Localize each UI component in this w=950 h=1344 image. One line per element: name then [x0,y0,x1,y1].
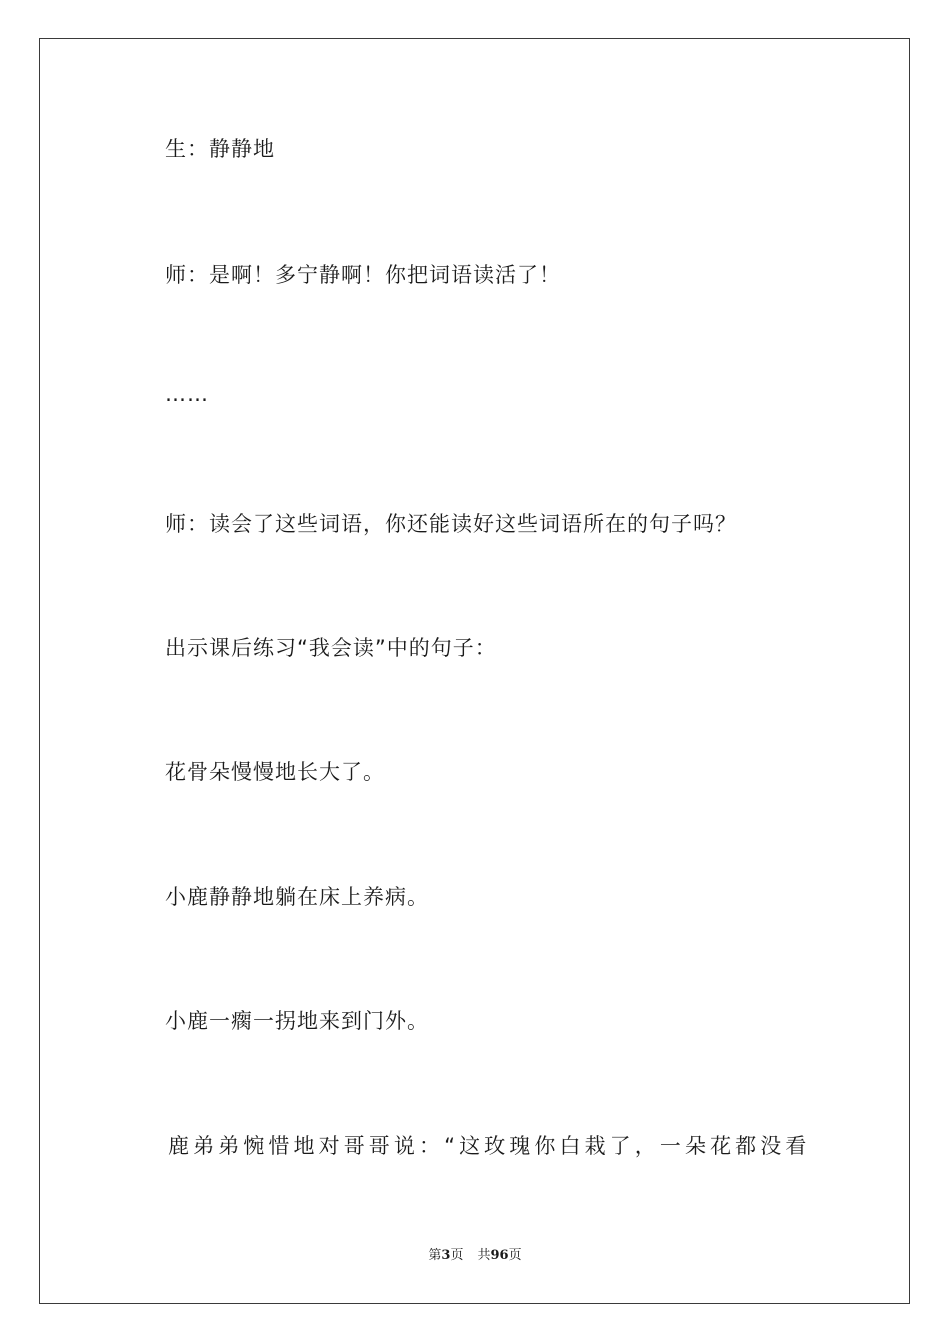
page-border [39,38,910,1304]
ellipsis-line: …… [165,382,209,406]
exercise-intro-line: 出示课后练习“我会读”中的句子： [165,636,497,660]
dialogue-line-student: 生：静静地 [165,137,275,161]
page-prefix: 第 [428,1248,442,1263]
page-number: 3 [441,1248,451,1263]
total-prefix: 共 [477,1248,491,1263]
sentence-line-1: 花骨朵慢慢地长大了。 [165,760,385,784]
page-footer [0,1247,950,1265]
sentence-line-2: 小鹿静静地躺在床上养病。 [165,885,429,909]
sentence-line-4: 鹿弟弟惋惜地对哥哥说：“这玫瑰你白栽了，一朵花都没看 [168,1134,811,1158]
dialogue-line-teacher-praise: 师：是啊！多宁静啊！你把词语读活了！ [165,263,561,287]
sentence-line-3: 小鹿一瘸一拐地来到门外。 [165,1009,429,1033]
total-suffix: 页 [508,1248,522,1263]
dialogue-line-teacher-question: 师：读会了这些词语，你还能读好这些词语所在的句子吗？ [165,512,737,536]
total-pages: 96 [490,1248,509,1263]
page-suffix: 页 [450,1248,464,1263]
